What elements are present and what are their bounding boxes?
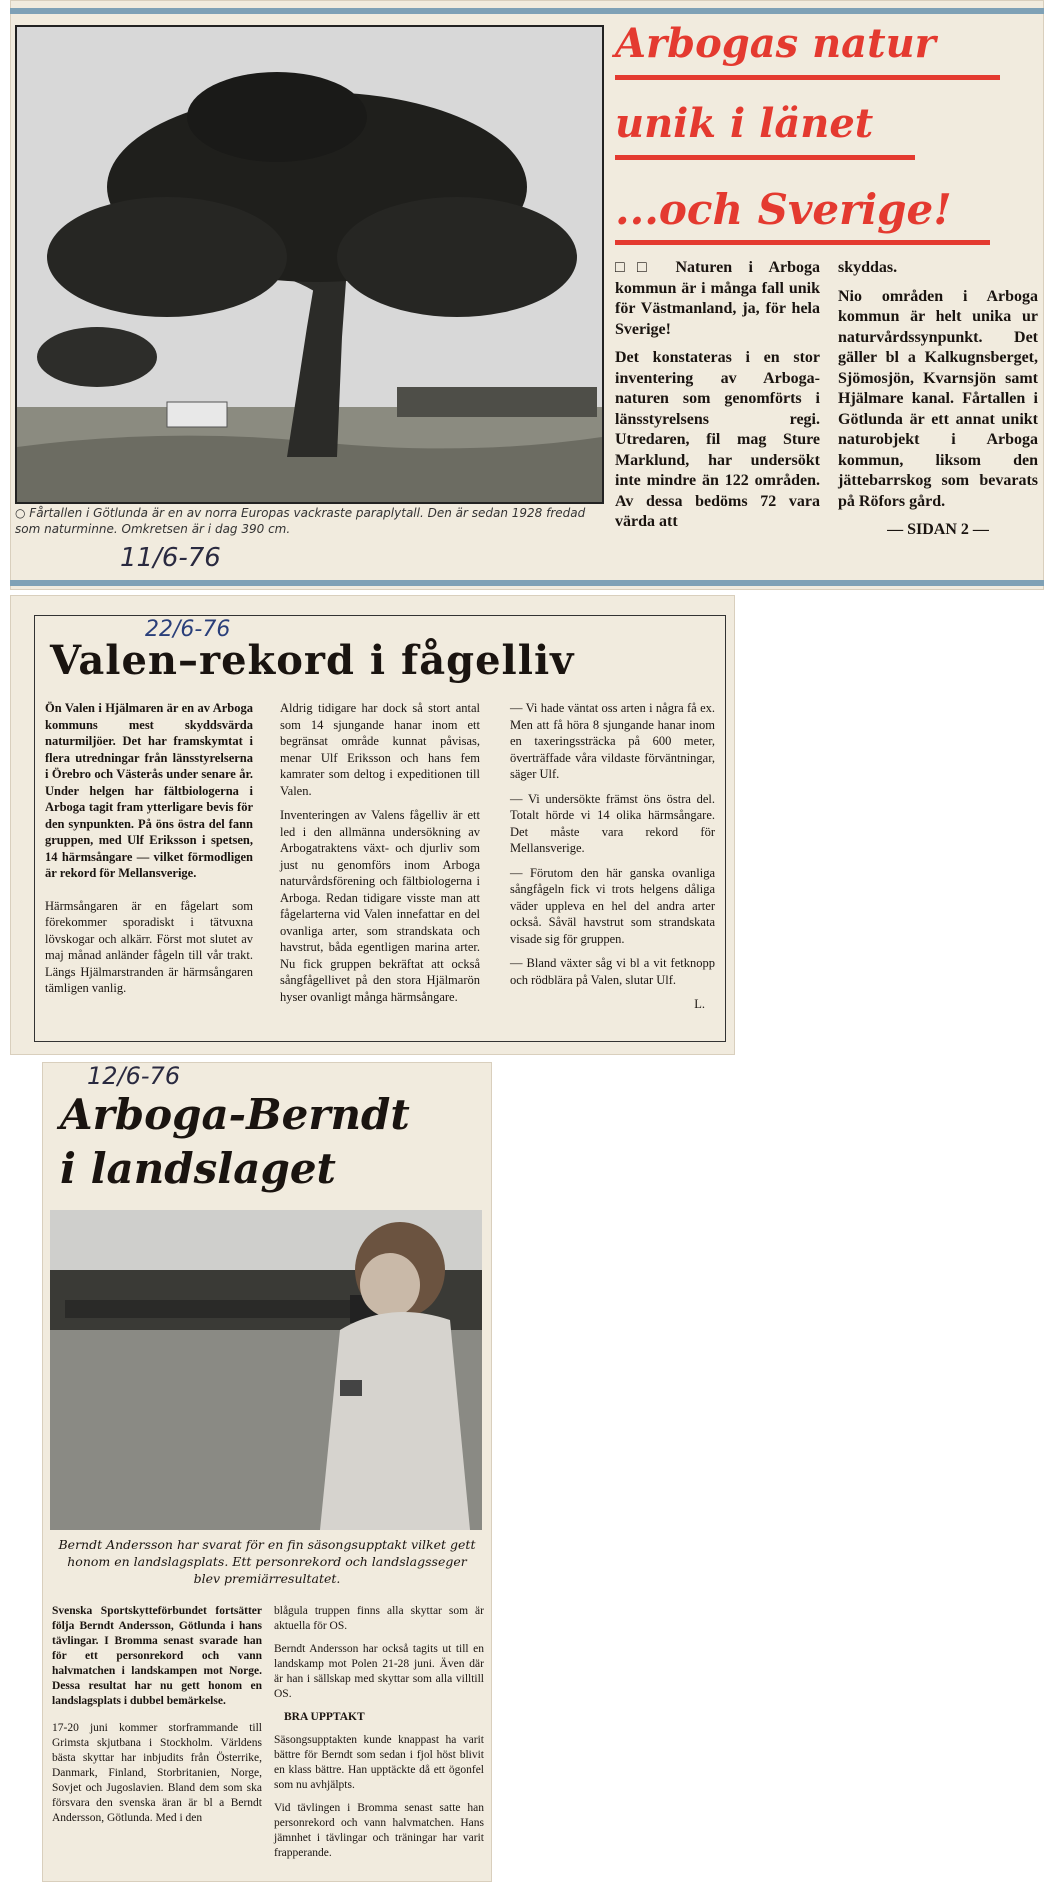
bottom-blue-rule [10, 580, 1044, 586]
headline-line-3: ...och Sverige! [615, 185, 952, 234]
paragraph: Ön Valen i Hjälmaren är en av Arboga kommuns mest skyddsvärda naturmiljöer. Det har framskymtat i flera utredningar från länsstyrelserna i Örebro och Västerås under senare år. Under helgen har fältbiologerna i Arboga tagit fram ytterligare bevis för den synpunkten. På öns östra del fann gruppen, med Ulf Eriksson i spetsen, 14 härmsångare — vilket förmodligen är rekord för Mellansverige. [45, 701, 253, 880]
handwritten-date-1: 11/6-76 [120, 543, 221, 573]
paragraph: □□ Naturen i Arboga kommun är i många fall unik för Västmanland, ja, för hela Sverige! [615, 259, 820, 338]
tree-photo-caption: ○ Fårtallen i Götlunda är en av norra Europas vackraste paraplytall. Den är sedan 1928 fredad som naturminne. Omkretsen är i dag 390 cm. [15, 506, 586, 536]
signature: L. [694, 997, 705, 1011]
paragraph: Berndt Andersson har också tagits ut till en landskamp mot Polen 21-28 juni. Även där är han i sällskap med skyttar som alla villtill OS. [274, 1643, 484, 1700]
subheading-bra-upptakt: BRA UPPTAKT [284, 1711, 365, 1723]
paragraph: Det konstateras i en stor inventering av Arboga-naturen som genomförts i länsstyrelsens regi. Utredaren, fil mag Sture Marklund, har undersökt inte mindre än 122 områden. Av dessa bedöms 72 vara värda att [615, 349, 820, 530]
continued-on-page-2: — SIDAN 2 — [887, 521, 989, 538]
article3-headline-line-2: i landslaget [60, 1144, 336, 1193]
handwritten-date-2: 22/6-76 [145, 617, 231, 642]
headline-line-1: Arbogas natur [615, 20, 936, 67]
article3-headline-line-1: Arboga-Berndt [60, 1090, 410, 1139]
clipping-arboga-berndt [42, 1062, 492, 1882]
paragraph: Härmsångaren är en fågelart som förekommer sporadiskt i tätvuxna lövskogar och alkärr. Först mot slutet av maj månad anländer fågeln till vår trakt. Längs Hjälmarstranden är härmsångaren tämligen vanlig. [45, 898, 253, 995]
headline-underline-3 [615, 240, 990, 245]
shooter-photo-caption: Berndt Andersson har svarat för en fin säsongsupptakt vilket gett honom en landslagsplats. Ett personrekord och landslagsseger blev premiärresultatet. [58, 1537, 476, 1586]
tree-photo [15, 25, 604, 504]
paragraph: Aldrig tidigare har dock så stort antal som 14 sjungande hanar inom ett begränsat område kunnat påvisas, menar Ulf Eriksson och hans fem kamrater som deltog i expeditionen till Valen. [280, 701, 480, 798]
paragraph: Svenska Sportskytteförbundet fortsätter följa Berndt Andersson, Götlunda i hans tävlingar. I Bromma senast svarade han för ett personrekord och vann halvmatchen i landskampen mot Norge. Dessa resultat har nu gett honom en landslagsplats i dubbel bemärkelse. [52, 1605, 262, 1707]
handwritten-date-3: 12/6-76 [87, 1062, 181, 1090]
article2-headline: Valen–rekord i fågelliv [50, 637, 575, 684]
headline-underline-1 [615, 75, 1000, 80]
article2-column-2 [280, 700, 480, 1013]
paragraph: Nio områden i Arboga kommun är helt unika ur naturvårdssynpunkt. Det gäller bl a Kalkugnsberget, Sjömosjön, Kvarnsjön samt Hjälmare kanal. Fårtallen i Götlunda är ett annat unikt naturobjekt i Arboga kommun, liksom den jättebarrskog som bevarats på Röfors gård. [838, 287, 1038, 510]
paragraph: Inventeringen av Valens fågelliv är ett led i den allmänna undersökning av Arbogatraktens växt- och djurliv som just nu genomförs inom Arboga naturvårdsförening och fältbiologerna i Arboga. Redan tidigare visste man att fågelarterna vid Valen innefattar en del ovanliga arter, som strandskata och havstrut, båda egentligen marina arter. Nu fick gruppen bekräftat att också sångfågellivet på den stora Hjälmarön hyser ovanligt många härmsångare. [280, 808, 480, 1004]
clipping-valen-rekord [10, 595, 735, 1055]
paragraph: — Förutom den här ganska ovanliga sångfågeln fick vi trots helgens dåliga väder uppleva en hel del andra arter också. Såväl havstrut som strandskata visade sig för gruppen. [510, 865, 715, 946]
shooter-illustration [50, 1210, 482, 1530]
paragraph: skyddas. [838, 259, 898, 276]
article1-column-1 [615, 258, 820, 541]
paragraph: — Bland växter såg vi bl a vit fetknopp och rödblära på Valen, slutar Ulf. [510, 956, 715, 987]
article2-column-3 [510, 700, 715, 1021]
headline-line-2: unik i länet [615, 100, 874, 147]
paragraph: — Vi undersökte främst öns östra del. Totalt hörde vi 14 olika härmsångare. Det måste vara rekord för Mellansverige. [510, 791, 715, 855]
paragraph: Vid tävlingen i Bromma senast satte han personrekord och vann halvmatchen. Hans jämnhet i tävlingar och träningar har varit frapperande. [274, 1802, 484, 1859]
article3-column-1 [52, 1604, 262, 1834]
paragraph: — Vi hade väntat oss arten i några få ex. Men att få höra 8 sjungande hanar inom en taxeringssträcka på 600 meter, överträffade våra vildaste förväntningar, säger Ulf. [510, 701, 715, 781]
top-blue-rule [10, 8, 1044, 14]
clipping-arbogas-natur [10, 0, 1044, 590]
paragraph: Säsongsupptakten kunde knappast ha varit bättre för Berndt som sedan i fjol höst blivit en klass bättre. Han upptäckte då ett ögonfel som nu avhjälpts. [274, 1734, 484, 1791]
tree-illustration [17, 27, 602, 502]
paragraph: 17-20 juni kommer storframmande till Grimsta skjutbana i Stockholm. Världens bästa skyttar har inbjudits från Österrike, Danmark, Finland, Storbritanien, Norge, Sovjet och Jugoslavien. Bland dem som ska försvara den svenska äran är bl a Berndt Andersson, Götlunda. Med i den [52, 1722, 262, 1824]
article2-column-1 [45, 700, 253, 1005]
paragraph: blågula truppen finns alla skyttar som är aktuella för OS. [274, 1605, 484, 1632]
article1-column-2 [838, 258, 1038, 549]
headline-underline-2 [615, 155, 915, 160]
article3-column-2 [274, 1604, 484, 1869]
shooter-photo [50, 1210, 482, 1530]
